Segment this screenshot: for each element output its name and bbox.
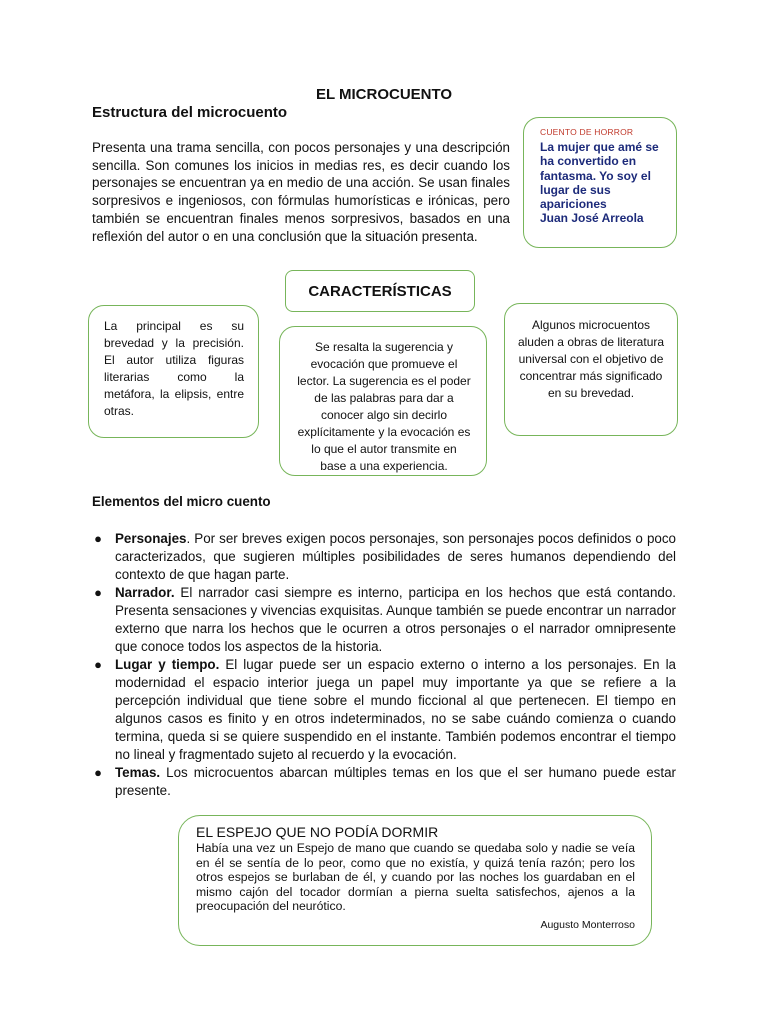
- bullet-icon: ●: [94, 531, 102, 546]
- list-item-term: Lugar y tiempo.: [115, 657, 220, 672]
- list-item: [92, 530, 676, 584]
- horror-story-label: CUENTO DE HORROR: [540, 127, 634, 137]
- characteristic-left-box: [88, 305, 259, 438]
- mirror-story-text: Había una vez un Espejo de mano que cuando se quedaba solo y nadie se veía en él se sentía de lo peor, como que no existía, y quizá tenía razón; pero los otros espejos se burlaban de él, y cuando por las noches los guardaban en el mismo cajón del tocador dormían a pierna suelta satisfechos, ajenos a la preocupación del neurótico.: [196, 841, 635, 914]
- bullet-icon: ●: [94, 585, 102, 600]
- list-item-term: Narrador.: [115, 585, 175, 600]
- bullet-icon: ●: [94, 765, 102, 780]
- list-item-term: Temas.: [115, 765, 161, 780]
- characteristics-heading: CARACTERÍSTICAS: [308, 282, 452, 300]
- bullet-icon: ●: [94, 657, 102, 672]
- list-item-term: Personajes: [115, 531, 187, 546]
- characteristic-left-text: La principal es su brevedad y la precisión. El autor utiliza figuras literarias como la metáfora, la elipsis, entre otras.: [104, 319, 244, 418]
- list-item-text: El lugar puede ser un espacio externo o interno a los personajes. En la modernidad el espacio interior juega un papel muy importante ya que se refiere a la percepción individual que tiene sobre el mundo ficcional al que pertenecen. El tiempo en algunos casos es finito y en otros indeterminados, no se sabe cuándo comienza o cuando termina, queda si se quiere suspendido en el instante. También podemos encontrar el tiempo no lineal y fragmentado sujeto al recuerdo y la evocación.: [115, 657, 676, 762]
- horror-story-text: La mujer que amé se ha convertido en fantasma. Yo soy el lugar de sus apariciones: [540, 140, 659, 212]
- structure-heading: Estructura del microcuento: [92, 104, 288, 121]
- mirror-story-box: [178, 815, 652, 946]
- mirror-story-author: Augusto Monterroso: [540, 918, 635, 931]
- list-item-text: Los microcuentos abarcan múltiples temas en los que el ser humano puede estar presente.: [115, 765, 676, 798]
- list-item-text: El narrador casi siempre es interno, participa en los hechos que está contando. Presenta sensaciones y vivencias exquisitas. Aunque también se puede encontrar un narrador externo que narra los hechos que le ocurren a otros personajes o el narrador omnipresente que conoce todos los aspectos de la historia.: [115, 585, 676, 654]
- structure-paragraph: Presenta una trama sencilla, con pocos personajes y una descripción sencilla. Son comunes los inicios in medias res, es decir cuando los personajes se encuentran ya en medio de una acción. Se usan finales sorpresivos e ingeniosos, con fórmulas humorísticas e irónicas, pero también se encuentran finales menos sorpresivos, basados en una reflexión del autor o en una conclusión que la situación presenta.: [92, 140, 510, 244]
- list-item: [92, 656, 676, 764]
- elements-list-container: [92, 530, 676, 800]
- list-item: [92, 764, 676, 800]
- horror-story-box: [523, 117, 677, 248]
- list-item-text: . Por ser breves exigen pocos personajes, son personajes pocos definidos o poco caracterizados, que sugieren múltiples posibilidades de seres humanos dependiendo del contexto de que hagan parte.: [115, 531, 676, 582]
- horror-story-author: Juan José Arreola: [540, 211, 644, 226]
- characteristics-heading-box: [285, 270, 475, 312]
- elements-list: [92, 530, 676, 800]
- characteristic-right-box: [504, 303, 678, 436]
- elements-heading: Elementos del micro cuento: [92, 494, 271, 509]
- list-item: [92, 584, 676, 656]
- mirror-story-title: EL ESPEJO QUE NO PODÍA DORMIR: [196, 824, 439, 840]
- characteristic-center-text: Se resalta la sugerencia y evocación que promueve el lector. La sugerencia es el poder de las palabras para dar a conocer algo sin decirlo explícitamente y la evocación es lo que el autor transmite en base a una experiencia.: [297, 340, 471, 473]
- page-title: EL MICROCUENTO: [315, 86, 453, 103]
- characteristic-center-box: [279, 326, 487, 476]
- characteristic-right-text: Algunos microcuentos aluden a obras de literatura universal con el objetivo de concentrar más significado en su brevedad.: [517, 318, 665, 400]
